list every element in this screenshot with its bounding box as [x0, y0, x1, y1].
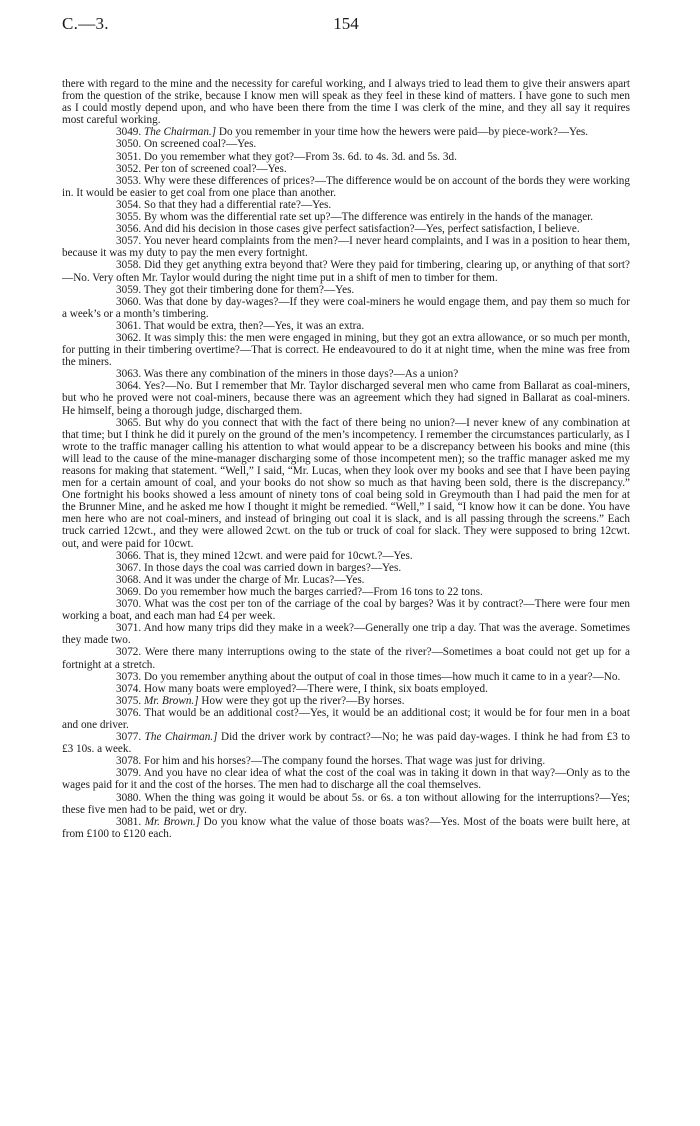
question-number: 3081. — [116, 815, 145, 828]
page-number: 154 — [333, 14, 359, 33]
question-paragraph — [62, 380, 630, 416]
question-number: 3071. — [116, 622, 144, 635]
question-paragraph — [62, 259, 630, 283]
question-paragraph — [62, 695, 630, 707]
paragraph-text: So that they had a differential rate?—Yes. — [143, 198, 332, 211]
paragraph-text: Per ton of screened coal?—Yes. — [143, 162, 287, 175]
question-number: 3066. — [116, 549, 144, 562]
paragraph-text: Why were these differences of prices?—The difference would be on account of the bords they were working in. It would be easier to get coal from one place than another. — [62, 174, 630, 199]
question-number: 3062. — [116, 331, 145, 344]
question-number: 3069. — [116, 585, 144, 598]
question-paragraph — [62, 320, 630, 332]
paragraph-text: Yes?—No. But I remember that Mr. Taylor discharged several men who came from Ballarat as coal-miners, but who he proved were not coal-miners, because there was an agreement which they had signed in Ballarat as coal-miners. He himself, being a thorough judge, discharged them. — [62, 380, 630, 417]
question-paragraph — [62, 792, 630, 816]
question-paragraph — [62, 235, 630, 259]
paragraph-text: That would be an additional cost?—Yes, it would be an additional cost; it would be for four men in a boat and one driver. — [62, 706, 630, 731]
paragraph-text: How were they got up the river?—By horses. — [201, 694, 405, 707]
paragraph-text: Do you remember what they got?—From 3s. 6d. to 4s. 3d. and 5s. 3d. — [143, 150, 457, 163]
question-number: 3057. — [116, 235, 144, 248]
question-number: 3059. — [116, 283, 144, 296]
question-paragraph — [62, 767, 630, 791]
question-number: 3079. — [116, 767, 144, 780]
paragraph-text: there with regard to the mine and the necessity for careful working, and I always tried to lead them to give their answers apart from the question of the strike, because I know men will speak as they feel in these kind of matters. I have gone to such men as I could mostly depend upon, and who have been there from the time I was clerk of the mine, and they all say it requires most careful working. — [62, 78, 630, 127]
question-paragraph — [62, 223, 630, 235]
question-number: 3080. — [116, 791, 145, 804]
paragraph-text: Do you remember how much the barges carried?—From 16 tons to 22 tons. — [143, 585, 483, 598]
question-paragraph — [62, 598, 630, 622]
paragraph-text: Do you remember anything about the output of coal in those times—how much it came to in a year?—No. — [143, 670, 621, 683]
question-number: 3051. — [116, 150, 144, 163]
paragraph-text: In those days the coal was carried down in barges?—Yes. — [143, 561, 402, 574]
question-paragraph — [62, 550, 630, 562]
paragraph-text: It was simply this: the men were engaged in mining, but they got an extra allowance, or so much per month, for putting in their timbering overtime?—That is correct. He endeavoured to do it at night time, when the mine was free from the miners. — [62, 331, 630, 369]
question-number: 3068. — [116, 573, 144, 586]
speaker-label: Mr. Brown.] — [144, 815, 201, 828]
testimony-body — [62, 78, 630, 840]
question-paragraph — [62, 284, 630, 296]
question-number: 3074. — [116, 682, 144, 695]
question-paragraph — [62, 138, 630, 150]
paragraph-text: Do you remember in your time how the hewers were paid—by piece-work?—Yes. — [218, 126, 589, 139]
paragraph-text: And how many trips did they make in a week?—Generally one trip a day. That was the average. Sometimes they made two. — [62, 622, 630, 647]
question-number: 3055. — [116, 211, 144, 224]
question-number: 3061. — [116, 319, 144, 332]
continuation-paragraph — [62, 78, 630, 126]
paragraph-text: By whom was the differential rate set up?—The difference was entirely in the hands of the manager. — [143, 211, 594, 224]
question-number: 3077. — [116, 731, 145, 744]
question-paragraph — [62, 683, 630, 695]
question-number: 3063. — [116, 368, 144, 381]
question-paragraph — [62, 731, 630, 755]
paragraph-text: But why do you connect that with the fact of there being no union?—I never knew of any combination at that time; but I think he did it purely on the ground of the men’s incompetency. I remember the circumstances particularly, as I wrote to the traffic manager calling his attention to what would appear to be a discrepancy between his books and mine (this will lead to the cause of the mine-manager discharging some of those incompetent men); so the traffic manager asked me my reasons for making that statement. “Well,” I said, “Mr. Lucas, when they look over my books and see that I have been paying men for a certain amount of coal, and your books do not show so much as that having been sold, there is the discrepancy.” One fortnight his books showed a less amount of ninety tons of coal being sold in Greymouth than I had paid the men for at the Brunner Mine, and he asked me how I thought it might be remedied. “Well,” I said, “I know how it can be done. You have men here who are not coal-miners, and instead of bringing out coal it is slack, and is all passing through the screens.” Each truck carried 12cwt., and they were allowed 2cwt. on the tub or truck of coal for slack. They were supposed to bring 12cwt. out, and were paid for 10cwt. — [62, 416, 631, 550]
question-paragraph — [62, 586, 630, 598]
question-number: 3070. — [116, 598, 145, 611]
paragraph-text: And did his decision in those cases give perfect satisfaction?—Yes, perfect satisfaction, I believe. — [143, 223, 580, 236]
question-paragraph — [62, 151, 630, 163]
question-paragraph — [62, 816, 630, 840]
question-number: 3052. — [116, 162, 144, 175]
speaker-label: The Chairman.] — [144, 731, 218, 744]
question-paragraph — [62, 163, 630, 175]
question-paragraph — [62, 574, 630, 586]
paragraph-text: Did they get anything extra beyond that? Were they paid for timbering, clearing up, or anything of that sort?—No. Very often Mr. Taylor would during the night time put in a shift of men to timber for them. — [62, 259, 631, 284]
paragraph-text: Was there any combination of the miners in those days?—As a union? — [143, 368, 459, 381]
question-number: 3075. — [116, 694, 144, 707]
question-paragraph — [62, 175, 630, 199]
question-paragraph — [62, 755, 630, 767]
question-number: 3049. — [116, 126, 144, 139]
question-number: 3060. — [116, 295, 145, 308]
paragraph-text: And it was under the charge of Mr. Lucas?—Yes. — [143, 573, 365, 586]
question-paragraph — [62, 332, 630, 368]
speaker-label: The Chairman.] — [143, 126, 217, 139]
speaker-label: Mr. Brown.] — [143, 694, 199, 707]
question-paragraph — [62, 671, 630, 683]
question-paragraph — [62, 199, 630, 211]
paragraph-text: That is, they mined 12cwt. and were paid for 10cwt.?—Yes. — [143, 549, 413, 562]
document-code: C.—3. — [62, 14, 109, 33]
question-paragraph — [62, 368, 630, 380]
paragraph-text: For him and his horses?—The company found the horses. That wage was just for driving. — [143, 755, 546, 768]
page-header — [62, 14, 630, 54]
question-paragraph — [62, 562, 630, 574]
question-number: 3078. — [116, 755, 144, 768]
paragraph-text: Do you know what the value of those boats was?—Yes. Most of the boats were built here, at from £100 to £120 each. — [62, 815, 631, 840]
paragraph-text: Was that done by day-wages?—If they were coal-miners he would engage them, and pay them so much for a week’s or a month’s timbering. — [62, 295, 630, 320]
paragraph-text: And you have no clear idea of what the cost of the coal was in taking it down in that way?—Only as to the wages paid for it and the cost of the horses. The men had to discharge all the coal themselves. — [62, 767, 630, 792]
question-number: 3072. — [116, 646, 145, 659]
question-paragraph — [62, 646, 630, 670]
question-number: 3053. — [116, 174, 144, 187]
question-number: 3058. — [116, 259, 145, 272]
question-number: 3076. — [116, 706, 145, 719]
paragraph-text: Did the driver work by contract?—No; he was paid day-wages. I think he had from £3 to £3 10s. a week. — [62, 731, 631, 756]
paragraph-text: What was the cost per ton of the carriage of the coal by barges? Was it by contract?—There were four men working a boat, and each man had £4 per week. — [62, 598, 630, 623]
paragraph-text: That would be extra, then?—Yes, it was an extra. — [143, 319, 365, 332]
question-paragraph — [62, 126, 630, 138]
question-paragraph — [62, 622, 630, 646]
question-paragraph — [62, 211, 630, 223]
question-number: 3065. — [116, 416, 145, 429]
question-number: 3064. — [116, 380, 144, 393]
paragraph-text: On screened coal?—Yes. — [143, 138, 257, 151]
question-paragraph — [62, 417, 630, 550]
question-paragraph — [62, 296, 630, 320]
paragraph-text: Were there many interruptions owing to the state of the river?—Sometimes a boat could not get up for a fortnight at a stretch. — [62, 646, 630, 671]
paragraph-text: You never heard complaints from the men?—I never heard complaints, and I was in a position to hear them, because it was my duty to pay the men every fortnight. — [62, 235, 630, 260]
question-number: 3050. — [116, 138, 144, 151]
question-number: 3073. — [116, 670, 144, 683]
paragraph-text: They got their timbering done for them?—Yes. — [143, 283, 355, 296]
question-paragraph — [62, 707, 630, 731]
question-number: 3056. — [116, 223, 144, 236]
question-number: 3067. — [116, 561, 144, 574]
paragraph-text: How many boats were employed?—There were, I think, six boats employed. — [143, 682, 488, 695]
paragraph-text: When the thing was going it would be about 5s. or 6s. a ton without allowing for the interruptions?—Yes; these five men had to be paid, wet or dry. — [62, 791, 630, 816]
question-number: 3054. — [116, 198, 144, 211]
